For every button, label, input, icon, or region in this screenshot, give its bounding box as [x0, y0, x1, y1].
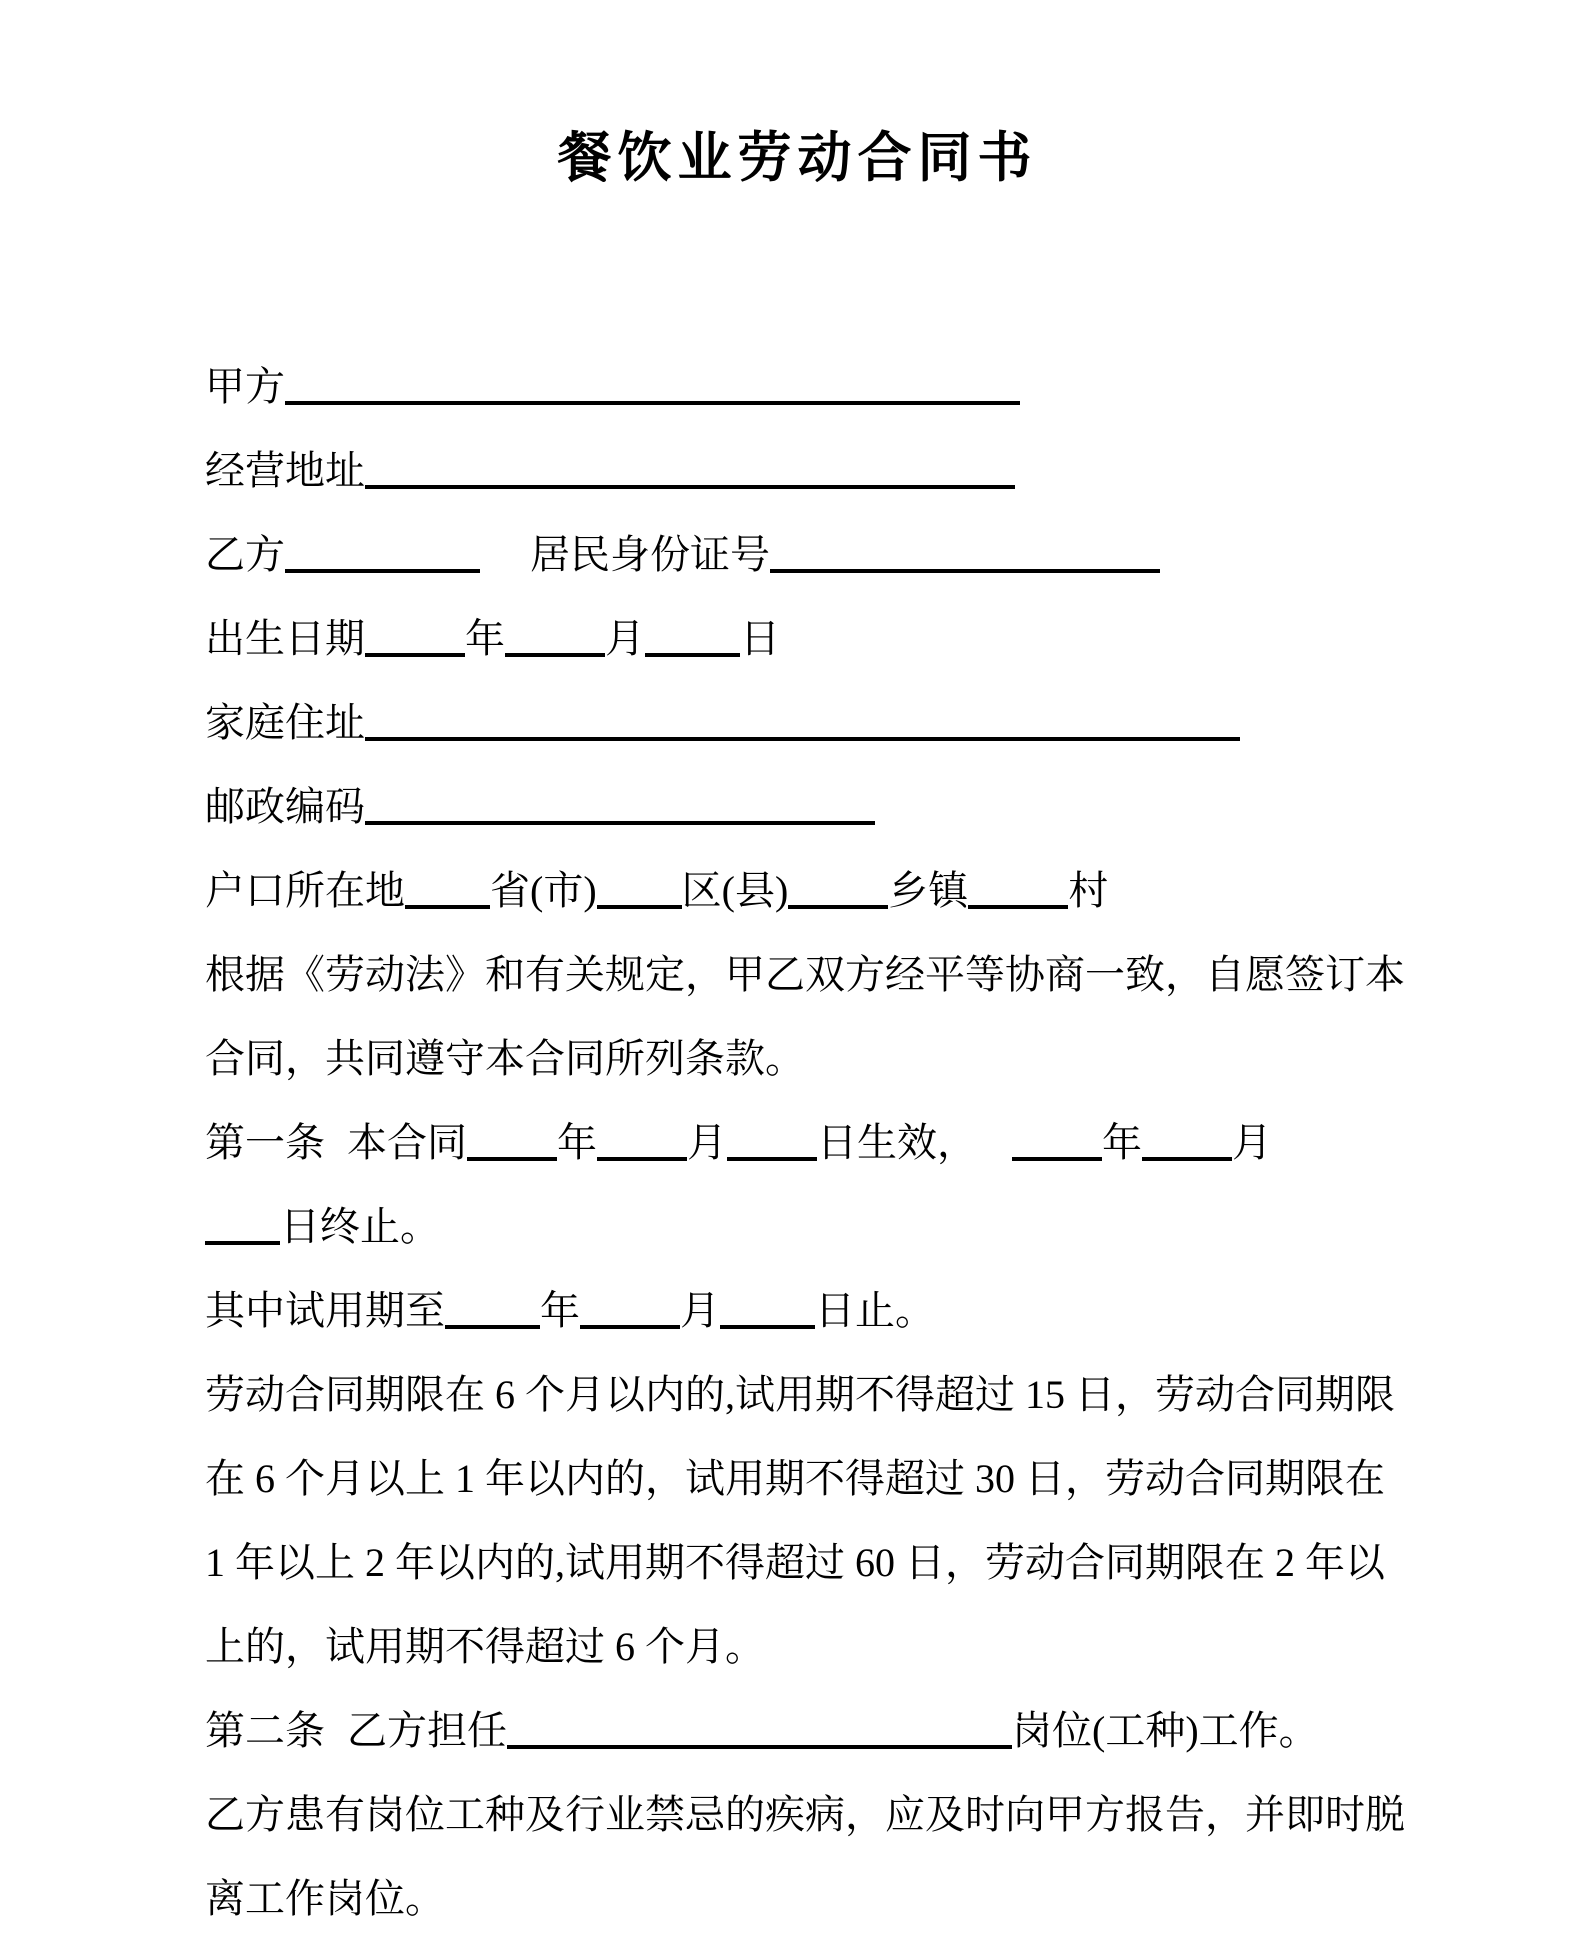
line-text: 经营地址	[205, 448, 365, 493]
line-text: 日生效，	[817, 1120, 977, 1165]
fill-in-blank	[507, 1744, 1012, 1749]
fill-in-blank	[968, 904, 1068, 909]
document-line	[205, 1353, 1395, 1437]
document-line	[205, 765, 1390, 849]
fill-in-blank	[365, 484, 1015, 489]
fill-in-blank	[365, 736, 1240, 741]
line-text: 乙方患有岗位工种及行业禁忌的疾病，应及时向甲方报告，并即时脱	[205, 1792, 1405, 1837]
line-text: 第二条	[205, 1708, 325, 1753]
line-text: 户口所在地	[205, 868, 405, 913]
document-line	[205, 513, 1390, 597]
line-text: 月	[605, 616, 645, 661]
fill-in-blank	[445, 1324, 540, 1329]
fill-in-blank	[720, 1324, 815, 1329]
fill-in-blank	[285, 568, 480, 573]
text-gap	[325, 1155, 347, 1156]
text-gap	[977, 1155, 1012, 1156]
document-line	[205, 1017, 1390, 1101]
fill-in-blank	[365, 820, 875, 825]
line-text: 居民身份证号	[530, 532, 770, 577]
document-line	[205, 1101, 1390, 1185]
fill-in-blank	[788, 904, 888, 909]
line-text: 其中试用期至	[205, 1288, 445, 1333]
document-line	[205, 1689, 1390, 1773]
line-text: 乙方	[205, 532, 285, 577]
fill-in-blank	[727, 1156, 817, 1161]
document-title: 餐饮业劳动合同书	[557, 128, 1038, 188]
line-text: 根据《劳动法》和有关规定，甲乙双方经平等协商一致，自愿签订本	[205, 952, 1405, 997]
line-text: 村	[1068, 868, 1109, 913]
line-text: 乙方担任	[347, 1708, 507, 1753]
document-line	[205, 1521, 1390, 1605]
fill-in-blank	[597, 1156, 687, 1161]
fill-in-blank	[365, 652, 465, 657]
line-text: 区(县)	[681, 868, 789, 913]
document-line	[205, 1773, 1405, 1857]
line-text: 离工作岗位。	[205, 1876, 445, 1921]
line-text: 合同，共同遵守本合同所列条款。	[205, 1036, 805, 1081]
line-text: 出生日期	[205, 616, 365, 661]
fill-in-blank	[1012, 1156, 1102, 1161]
line-text: 年	[1102, 1120, 1142, 1165]
fill-in-blank	[285, 400, 1020, 405]
line-text: 年	[540, 1288, 580, 1333]
document-line	[205, 1857, 1390, 1941]
fill-in-blank	[645, 652, 740, 657]
line-text: 日终止。	[280, 1204, 440, 1249]
line-text: 本合同	[347, 1120, 467, 1165]
line-text: 邮政编码	[205, 784, 365, 829]
fill-in-blank	[770, 568, 1160, 573]
line-text: 1 年以上 2 年以内的,试用期不得超过 60 日，劳动合同期限在 2 年以	[205, 1540, 1385, 1585]
fill-in-blank	[597, 904, 682, 909]
line-text: 第一条	[205, 1120, 325, 1165]
fill-in-blank	[580, 1324, 680, 1329]
document-line	[205, 933, 1405, 1017]
document-line	[205, 597, 1390, 681]
text-gap	[480, 567, 530, 568]
line-text: 月	[680, 1288, 720, 1333]
line-text: 岗位(工种)工作。	[1012, 1708, 1319, 1753]
document-line	[205, 1605, 1390, 1689]
line-text: 月	[687, 1120, 727, 1165]
document-line	[205, 1185, 1390, 1269]
fill-in-blank	[205, 1240, 280, 1245]
document-line	[205, 345, 1390, 429]
fill-in-blank	[467, 1156, 557, 1161]
line-text: 甲方	[205, 364, 285, 409]
fill-in-blank	[505, 652, 605, 657]
line-text: 月	[1232, 1120, 1272, 1165]
document-line	[205, 1269, 1390, 1353]
document-line	[205, 1437, 1390, 1521]
document-body	[205, 345, 1405, 1941]
fill-in-blank	[405, 904, 490, 909]
line-text: 日	[740, 616, 780, 661]
line-text: 乡镇	[888, 868, 969, 913]
line-text: 年	[557, 1120, 597, 1165]
line-text: 家庭住址	[205, 700, 365, 745]
line-text: 上的，试用期不得超过 6 个月。	[205, 1624, 765, 1669]
text-gap	[325, 1743, 347, 1744]
line-text: 在 6 个月以上 1 年以内的，试用期不得超过 30 日，劳动合同期限在	[205, 1456, 1385, 1501]
document-line	[205, 849, 1390, 933]
document-line	[205, 681, 1390, 765]
document-line	[205, 429, 1390, 513]
line-text: 日止。	[815, 1288, 935, 1333]
fill-in-blank	[1142, 1156, 1232, 1161]
line-text: 省(市)	[490, 868, 597, 913]
line-text: 年	[465, 616, 505, 661]
line-text: 劳动合同期限在 6 个月以内的,试用期不得超过 15 日，劳动合同期限	[205, 1372, 1395, 1417]
